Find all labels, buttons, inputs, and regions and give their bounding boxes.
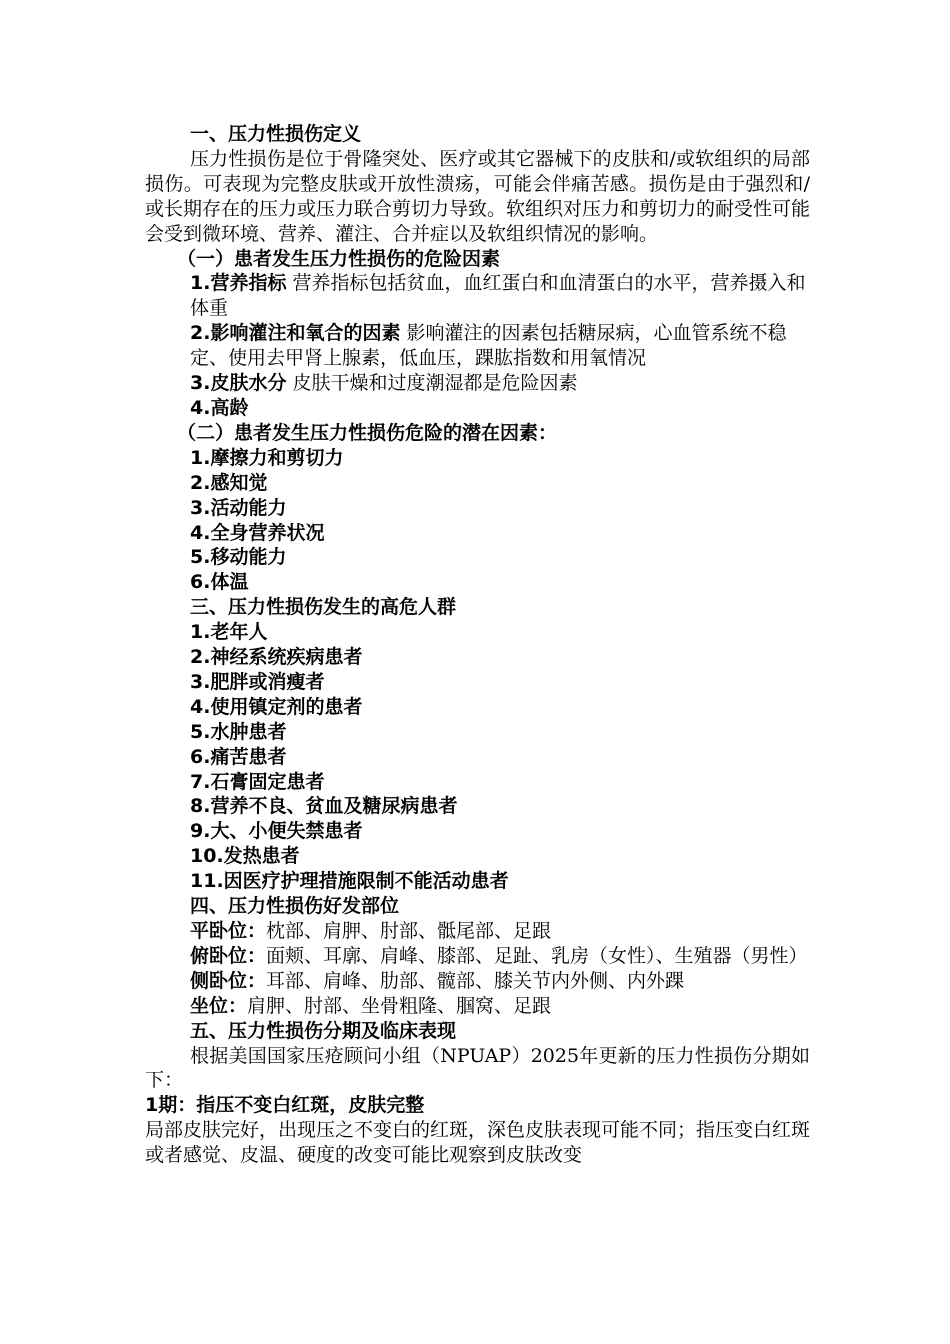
position-text: 面颊、耳廓、肩峰、膝部、足趾、乳房（女性）、生殖器（男性） — [266, 944, 808, 967]
high-risk-item: 8.营养不良、贫血及糖尿病患者 — [190, 795, 458, 818]
stage-1-body: 局部皮肤完好，出现压之不变白的红斑，深色皮肤表现可能不同；指压变白红斑或者感觉、皮温、硬度的改变可能比观察到皮肤改变 — [145, 1119, 811, 1167]
position-text: 肩胛、肘部、坐骨粗隆、腘窝、足跟 — [247, 994, 552, 1017]
risk-item-3 — [145, 371, 810, 396]
high-risk-item: 10.发热患者 — [190, 845, 300, 868]
section-5-title: 五、压力性损伤分期及临床表现 — [190, 1019, 457, 1042]
position-text: 枕部、肩胛、肘部、骶尾部、足跟 — [266, 920, 552, 942]
position-text: 耳部、肩峰、肋部、髋部、膝关节内外侧、内外踝 — [266, 969, 685, 992]
risk-item-1-text: 营养指标包括贫血，血红蛋白和血清蛋白的水平，营养摄入和体重 — [190, 272, 806, 320]
stage-1-title: 1期：指压不变白红斑，皮肤完整 — [145, 1094, 425, 1117]
high-risk-item: 11.因医疗护理措施限制不能活动患者 — [190, 870, 509, 893]
high-risk-item: 4.使用镇定剂的患者 — [190, 695, 363, 718]
risk-item-4: 4.高龄 — [190, 396, 249, 419]
section-3-title: 三、压力性损伤发生的高危人群 — [190, 596, 457, 619]
subsection-1-title: （一）患者发生压力性损伤的危险因素 — [177, 247, 501, 270]
high-risk-item: 1.老年人 — [190, 621, 268, 644]
subsection-2-title: （二）患者发生压力性损伤危险的潜在因素： — [177, 421, 558, 444]
document-page — [145, 122, 810, 1168]
high-risk-item: 9.大、小便失禁患者 — [190, 820, 363, 843]
potential-item: 6.体温 — [190, 571, 249, 594]
high-risk-item: 3.肥胖或消瘦者 — [190, 670, 325, 693]
position-label: 平卧位： — [190, 920, 267, 942]
high-risk-item: 5.水肿患者 — [190, 720, 287, 743]
potential-item: 3.活动能力 — [190, 496, 287, 519]
risk-item-1 — [145, 271, 810, 321]
high-risk-item: 2.神经系统疾病患者 — [190, 646, 363, 669]
position-item-prone — [145, 944, 810, 969]
position-item-lateral — [145, 969, 810, 994]
potential-item: 4.全身营养状况 — [190, 521, 325, 544]
section-5-body: 根据美国国家压疮顾问小组（NPUAP）2025年更新的压力性损伤分期如下： — [145, 1044, 810, 1092]
section-4-title: 四、压力性损伤好发部位 — [190, 895, 400, 918]
position-label: 坐位： — [190, 994, 248, 1017]
risk-item-1-label: 1.营养指标 — [190, 272, 287, 295]
position-item-supine — [145, 919, 810, 944]
potential-item: 2.感知觉 — [190, 471, 268, 494]
position-label: 侧卧位： — [190, 969, 267, 992]
high-risk-item: 7.石膏固定患者 — [190, 770, 325, 793]
potential-item: 1.摩擦力和剪切力 — [190, 446, 344, 469]
section-1-title: 一、压力性损伤定义 — [190, 123, 362, 145]
high-risk-item: 6.痛苦患者 — [190, 745, 287, 768]
risk-item-3-label: 3.皮肤水分 — [190, 372, 287, 395]
potential-item: 5.移动能力 — [190, 546, 287, 569]
risk-item-2-text: 影响灌注的因素包括糖尿病，心血管系统不稳定、使用去甲肾上腺素，低血压，踝肱指数和用氧情况 — [190, 322, 787, 370]
section-1-body: 压力性损伤是位于骨隆突处、医疗或其它器械下的皮肤和/或软组织的局部损伤。可表现为完整皮肤或开放性溃疡，可能会伴痛苦感。损伤是由于强烈和/或长期存在的压力或压力联合剪切力导致。软组织对压力和剪切力的耐受性可能会受到微环境、营养、灌注、合并症以及软组织情况的影响。 — [145, 147, 811, 245]
risk-item-2-label: 2.影响灌注和氧合的因素 — [190, 322, 401, 345]
risk-item-2 — [145, 321, 810, 371]
position-label: 俯卧位： — [190, 944, 267, 967]
position-item-sitting — [145, 994, 810, 1019]
risk-item-3-text: 皮肤干燥和过度潮湿都是危险因素 — [286, 372, 578, 395]
